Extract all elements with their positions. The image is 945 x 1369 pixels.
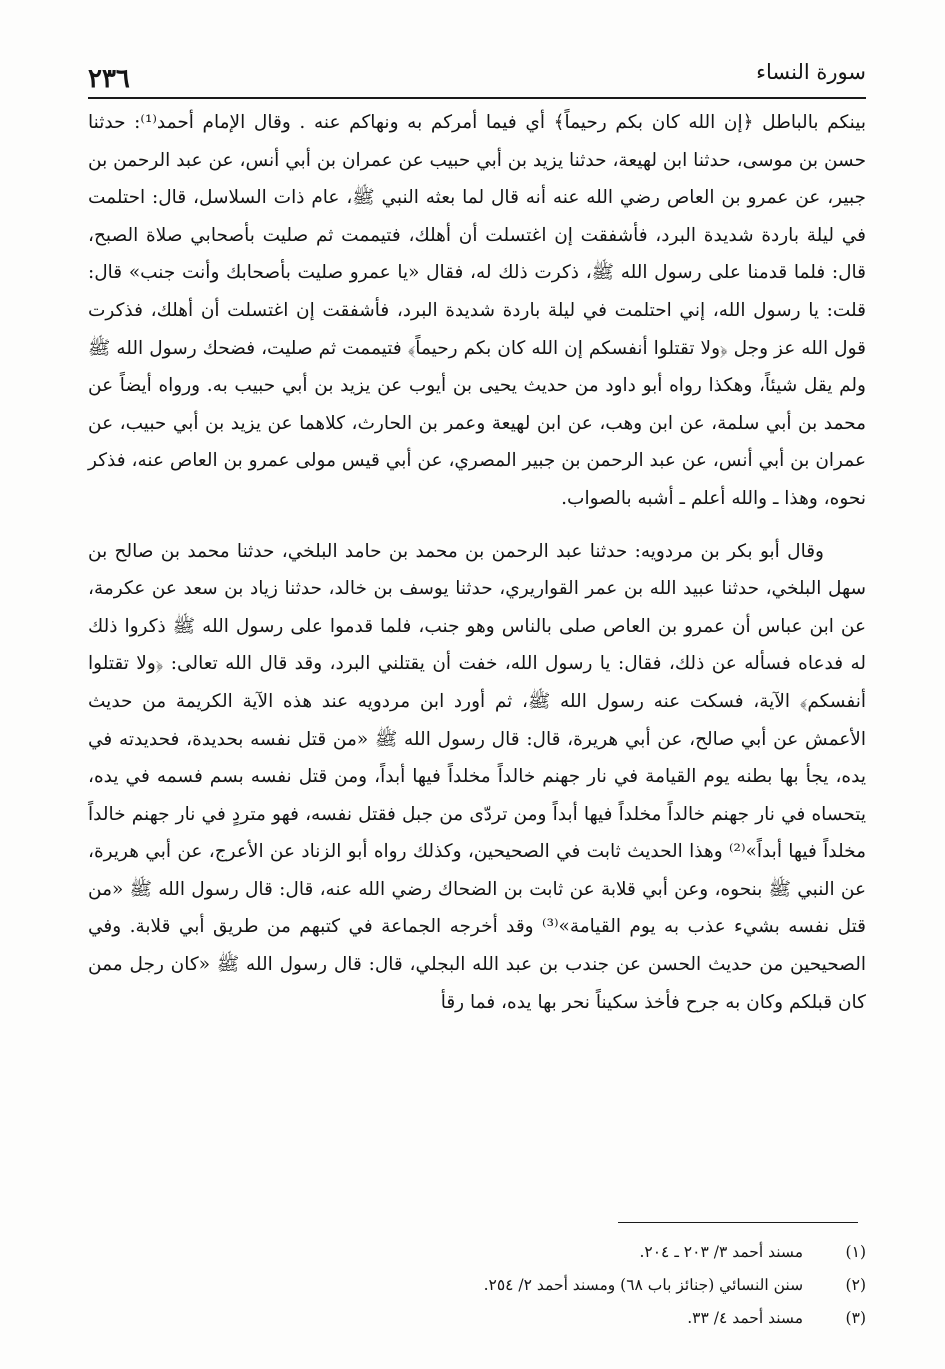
body-text [88, 104, 866, 1021]
running-header [88, 58, 866, 98]
surah-title: سورة النساء [756, 60, 866, 84]
footnote-text: مسند أحمد ٣/ ٢٠٣ ـ ٢٠٤. [639, 1243, 804, 1261]
footnote-number: (٢) [845, 1276, 866, 1294]
header-rule [88, 97, 866, 99]
page-number: ٢٣٦ [88, 64, 130, 94]
footnote-number: (١) [845, 1243, 866, 1261]
paragraph-1: بينكم بالباطل ﴿إن الله كان بكم رحيماً﴾ أي فيما أمركم به ونهاكم عنه . وقال الإمام أحمد⁽¹⁾: حدثنا حسن بن موسى، حدثنا ابن لهيعة، حدثنا يزيد بن أبي حبيب عن عمران بن أبي أنس، عن عبد الرحمن بن جبير، عن عمرو بن العاص رضي الله عنه أنه قال لما بعثه النبي ﷺ، عام ذات السلاسل، قال: احتلمت في ليلة باردة شديدة البرد، فأشفقت إن اغتسلت أن أهلك، فتيممت ثم صليت بأصحابي صلاة الصبح، قال: فلما قدمنا على رسول الله ﷺ، ذكرت ذلك له، فقال «يا عمرو صليت بأصحابك وأنت جنب» قال: قلت: يا رسول الله، إني احتلمت في ليلة باردة شديدة البرد، فأشفقت إن اغتسلت أن أهلك، فذكرت قول الله عز وجل ﴿ولا تقتلوا أنفسكم إن الله كان بكم رحيماً﴾ فتيممت ثم صليت، فضحك رسول الله ﷺ ولم يقل شيئاً، وهكذا رواه أبو داود من حديث يحيى بن أيوب عن يزيد بن أبي حبيب به. ورواه أيضاً عن محمد بن أبي سلمة، عن ابن وهب، عن ابن لهيعة وعمر بن الحارث، كلاهما عن يزيد بن أبي حبيب، عن عمران بن أبي أنس، عن عبد الرحمن بن جبير المصري، عن أبي قيس مولى عمرو بن العاص عنه، فذكر نحوه، وهذا ـ والله أعلم ـ أشبه بالصواب. [88, 112, 866, 509]
footnote-1 [88, 1236, 866, 1269]
paragraph-2: وقال أبو بكر بن مردويه: حدثنا عبد الرحمن بن محمد بن حامد البلخي، حدثنا محمد بن صالح بن سهل البلخي، حدثنا عبيد الله بن عمر القواريري، حدثنا يوسف بن خالد، حدثنا زياد بن سعد عن عكرمة، عن ابن عباس أن عمرو بن العاص صلى بالناس وهو جنب، فلما قدموا على رسول الله ﷺ ذكروا ذلك له فدعاه فسأله عن ذلك، فقال: يا رسول الله، خفت أن يقتلني البرد، وقد قال الله تعالى: ﴿ولا تقتلوا أنفسكم﴾ الآية، فسكت عنه رسول الله ﷺ، ثم أورد ابن مردويه عند هذه الآية الكريمة من حديث الأعمش عن أبي صالح، عن أبي هريرة، قال: قال رسول الله ﷺ «من قتل نفسه بحديدة، فحديدته في يده، يجأ بها بطنه يوم القيامة في نار جهنم خالداً مخلداً فيها أبداً، ومن قتل نفسه بسم فسمه في يده، يتحساه في نار جهنم خالداً مخلداً فيها أبداً ومن تردّى من جبل فقتل نفسه، فهو متردٍ في نار جهنم خالداً مخلداً فيها أبداً»⁽²⁾ وهذا الحديث ثابت في الصحيحين، وكذلك رواه أبو الزناد عن الأعرج، عن أبي هريرة، عن النبي ﷺ بنحوه، وعن أبي قلابة عن ثابت بن الضحاك رضي الله عنه، قال: قال رسول الله ﷺ «من قتل نفسه بشيء عذب به يوم القيامة»⁽³⁾ وقد أخرجه الجماعة في كتبهم من طريق أبي قلابة. وفي الصحيحين من حديث الحسن عن جندب بن عبد الله البجلي، قال: قال رسول الله ﷺ «كان رجل ممن كان قبلكم وكان به جرح فأخذ سكيناً نحر بها يده، فما رقأ [88, 540, 867, 1013]
footnote-text: مسند أحمد ٤/ ٣٣. [687, 1309, 804, 1327]
footnote-2 [88, 1269, 866, 1302]
footnote-number: (٣) [845, 1309, 866, 1327]
footnote-text: سنن النسائي (جنائز باب ٦٨) ومسند أحمد ٢/ ٢٥٤. [483, 1276, 804, 1294]
footnote-3 [88, 1302, 866, 1335]
footnote-rule [618, 1222, 858, 1223]
footnotes [88, 1236, 866, 1335]
